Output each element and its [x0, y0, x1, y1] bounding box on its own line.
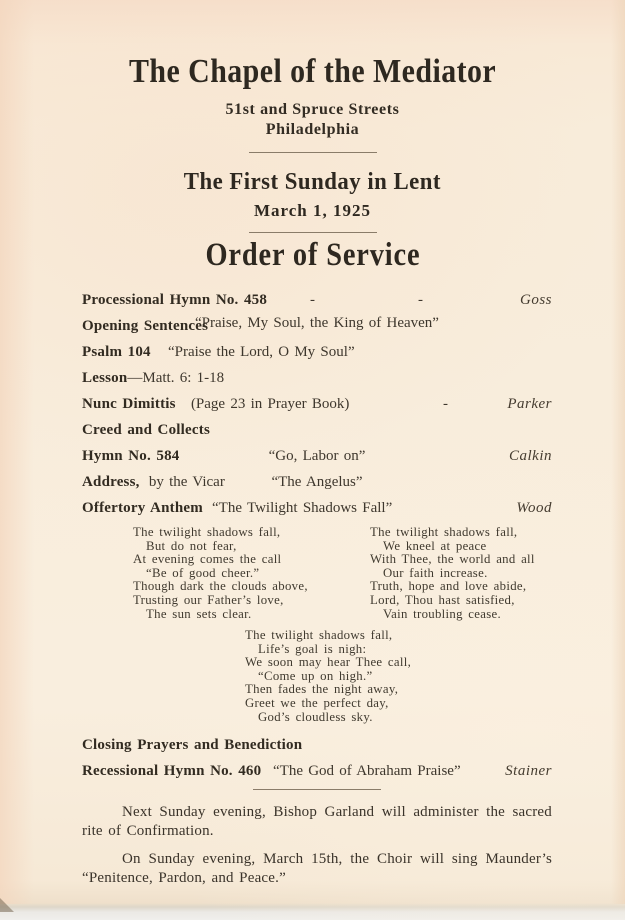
verse-line: Though dark the clouds above,: [133, 579, 308, 594]
psalm-line: [82, 344, 552, 361]
confirmation-notice: Next Sunday evening, Bishop Garland will administer the sacred rite of Confirmation.: [82, 804, 552, 840]
church-city: Philadelphia: [265, 121, 360, 138]
lesson-line: [82, 370, 552, 387]
verse-line: Life’s goal is nigh:: [258, 641, 367, 656]
verse-line: Vain troubling cease.: [383, 606, 501, 621]
spacer-dash: -: [310, 292, 315, 308]
verse-line: Greet we the perfect day,: [245, 695, 389, 710]
recessional-hymn-label: Recessional Hymn No. 460: [82, 763, 262, 780]
verse-line: Trusting our Father’s love,: [133, 592, 284, 607]
order-of-service-title: Order of Service: [205, 237, 420, 273]
composer-name: Goss: [519, 292, 552, 308]
verse-line: Our faith increase.: [383, 565, 488, 580]
composer-name: Stainer: [505, 763, 552, 780]
lesson-reference: —Matt. 6: 1-18: [127, 370, 225, 386]
verse-line: God’s cloudless sky.: [258, 709, 373, 724]
anthem-verse-1: [133, 526, 308, 621]
nunc-dimittis-note: (Page 23 in Prayer Book): [190, 396, 350, 412]
divider-rule: [249, 152, 377, 153]
service-date: March 1, 1925: [253, 201, 372, 220]
creed-label: Creed and Collects: [82, 422, 210, 438]
creed-line: [82, 422, 552, 439]
psalm-label: Psalm 104: [82, 344, 151, 360]
occasion-title: The First Sunday in Lent: [183, 169, 442, 195]
verse-line: The sun sets clear.: [146, 606, 252, 621]
divider-rule: [249, 232, 377, 233]
divider-rule: [253, 789, 381, 790]
composer-name: Calkin: [509, 448, 552, 464]
composer-name: Parker: [507, 396, 552, 412]
recessional-hymn-line: [82, 763, 552, 780]
church-street: 51st and Spruce Streets: [225, 101, 400, 118]
verse-line: The twilight shadows fall,: [133, 525, 281, 539]
choir-notice: On Sunday evening, March 15th, the Choir will sing Maunder’s “Penitence, Pardon, and Peace.”: [82, 851, 552, 887]
psalm-title: “Praise the Lord, O My Soul”: [167, 344, 355, 360]
anthem-verse-3: [245, 629, 552, 724]
verse-line: The twilight shadows fall,: [245, 628, 393, 642]
verse-line: With Thee, the world and all: [370, 552, 535, 567]
verse-line: At evening comes the call: [133, 552, 282, 567]
hymn-584-label: Hymn No. 584: [82, 448, 180, 464]
program-header: [0, 0, 625, 279]
address-line: [82, 474, 552, 491]
offertory-anthem-line: [82, 500, 552, 517]
hymn-title: “The God of Abraham Praise”: [273, 763, 461, 780]
verse-line: Lord, Thou hast satisfied,: [370, 592, 515, 607]
anthem-verse-2: [370, 526, 535, 621]
nunc-dimittis-line: [82, 396, 552, 413]
verse-line: “Be of good cheer.”: [146, 565, 260, 580]
verse-line: Truth, hope and love abide,: [370, 579, 527, 594]
address-title: “The Angelus”: [271, 474, 363, 490]
closing-prayers-line: [82, 737, 552, 754]
verse-line: We kneel at peace: [383, 538, 487, 553]
processional-hymn-label: Processional Hymn No. 458: [82, 292, 268, 308]
spacer-dash: -: [443, 396, 448, 412]
hymn-584-line: [82, 448, 552, 465]
verse-line: “Come up on high.”: [258, 668, 373, 683]
anthem-title: “The Twilight Shadows Fall”: [212, 500, 393, 516]
composer-name: Wood: [516, 500, 552, 516]
anthem-verses-row: [82, 526, 552, 623]
hymn-title: “Praise, My Soul, the King of Heaven”: [195, 315, 439, 331]
hymn-title: “Go, Labor on”: [268, 448, 366, 464]
offertory-anthem-label: Offertory Anthem: [82, 500, 203, 516]
closing-prayers-label: Closing Prayers and Benediction: [82, 737, 303, 754]
scan-corner-shadow: [0, 898, 14, 912]
opening-sentences-label: Opening Sentences: [82, 318, 209, 334]
nunc-dimittis-label: Nunc Dimittis: [82, 396, 176, 412]
verse-line: But do not fear,: [146, 538, 237, 553]
verse-line: Then fades the night away,: [245, 682, 399, 697]
church-name: The Chapel of the Mediator: [128, 53, 497, 90]
verse-line: The twilight shadows fall,: [370, 525, 518, 539]
address-label: Address,: [82, 474, 140, 490]
opening-sentences-line: [82, 318, 552, 335]
order-of-service-list: [82, 292, 552, 888]
verse-line: We soon may hear Thee call,: [245, 655, 412, 670]
spacer-dash: -: [418, 292, 423, 308]
lesson-label: Lesson: [82, 370, 128, 386]
address-speaker: by the Vicar: [148, 474, 225, 490]
processional-hymn-line: [82, 292, 552, 309]
